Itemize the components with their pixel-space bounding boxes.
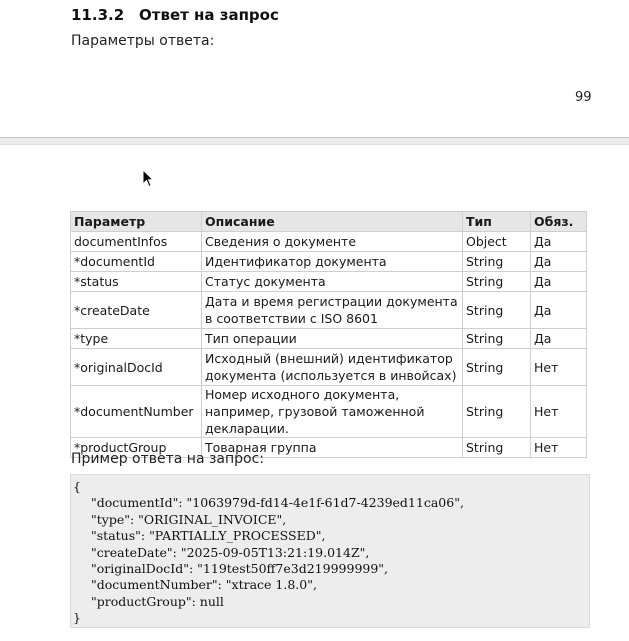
code-line: } — [73, 610, 81, 626]
header-description: Описание — [202, 212, 463, 232]
table-row — [71, 232, 587, 252]
description-cell: Товарная группа — [202, 438, 463, 458]
param-cell: *documentNumber — [71, 386, 202, 438]
header-required: Обяз. — [531, 212, 587, 232]
table-row — [71, 349, 587, 386]
required-cell: Да — [531, 272, 587, 292]
code-line: "productGroup": null — [91, 593, 224, 609]
required-cell: Нет — [531, 438, 587, 458]
description-cell: Статус документа — [202, 272, 463, 292]
param-cell: *status — [71, 272, 202, 292]
code-line: "createDate": "2025-09-05T13:21:19.014Z", — [91, 544, 370, 560]
param-cell: *originalDocId — [71, 349, 202, 386]
section-heading — [71, 6, 279, 24]
required-cell: Нет — [531, 386, 587, 438]
code-line: "type": "ORIGINAL_INVOICE", — [91, 511, 287, 527]
param-cell: *type — [71, 329, 202, 349]
section-number: 11.3.2 — [71, 6, 125, 24]
type-cell: String — [463, 292, 531, 329]
table-header-row — [71, 212, 587, 232]
required-cell: Да — [531, 232, 587, 252]
table-row — [71, 329, 587, 349]
description-cell: Тип операции — [202, 329, 463, 349]
required-cell: Да — [531, 292, 587, 329]
required-cell: Да — [531, 329, 587, 349]
code-example-block — [70, 474, 590, 628]
type-cell: String — [463, 329, 531, 349]
code-line: "status": "PARTIALLY_PROCESSED", — [91, 528, 326, 544]
type-cell: String — [463, 272, 531, 292]
table-row — [71, 292, 587, 329]
code-line: "documentNumber": "xtrace 1.8.0", — [91, 577, 317, 593]
description-cell: Сведения о документе — [202, 232, 463, 252]
param-cell: *createDate — [71, 292, 202, 329]
section-title: Ответ на запрос — [139, 6, 279, 24]
param-cell: *documentId — [71, 252, 202, 272]
code-line: "documentId": "1063979d-fd14-4e1f-61d7-4239ed11ca06", — [91, 495, 464, 511]
table-row — [71, 272, 587, 292]
type-cell: Object — [463, 232, 531, 252]
code-line: "originalDocId": "119test50ff7e3d219999999", — [91, 560, 389, 576]
table-row — [71, 386, 587, 438]
table-row — [71, 252, 587, 272]
description-cell: Идентификатор документа — [202, 252, 463, 272]
param-cell: *productGroup — [71, 438, 202, 458]
type-cell: String — [463, 438, 531, 458]
params-label: Параметры ответа: — [71, 33, 215, 49]
header-param: Параметр — [71, 212, 202, 232]
mouse-pointer-icon — [142, 169, 154, 188]
type-cell: String — [463, 349, 531, 386]
type-cell: String — [463, 386, 531, 438]
example-label: Пример ответа на запрос: — [71, 451, 265, 467]
parameters-table — [70, 211, 587, 458]
code-line: { — [73, 479, 81, 494]
page-number: 99 — [575, 90, 592, 105]
required-cell: Нет — [531, 349, 587, 386]
header-type: Тип — [463, 212, 531, 232]
page-break-divider — [0, 137, 629, 145]
description-cell: Исходный (внешний) идентификатор документа (используется в инвойсах) — [202, 349, 463, 386]
type-cell: String — [463, 252, 531, 272]
required-cell: Да — [531, 252, 587, 272]
description-cell: Дата и время регистрации документа в соответствии с ISO 8601 — [202, 292, 463, 329]
param-cell: documentInfos — [71, 232, 202, 252]
description-cell: Номер исходного документа, например, грузовой таможенной декларации. — [202, 386, 463, 438]
